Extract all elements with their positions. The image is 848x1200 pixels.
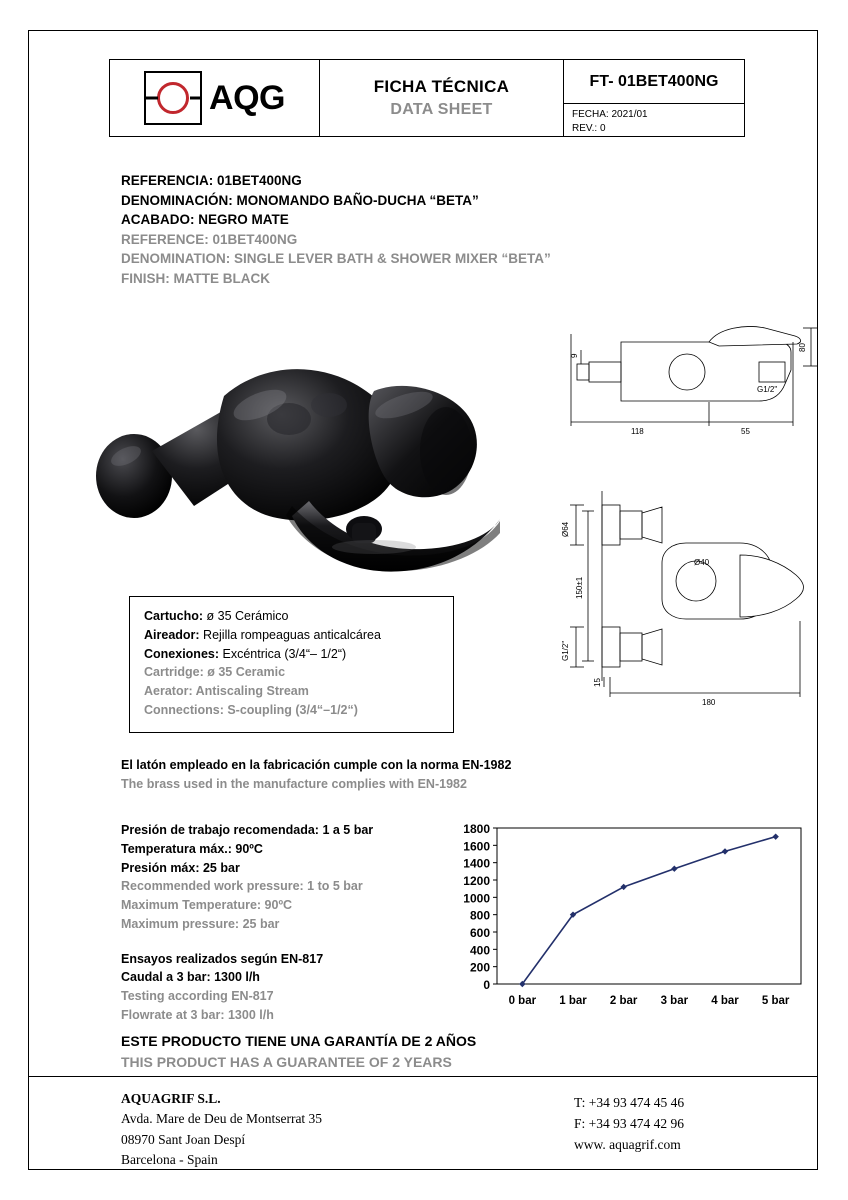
referencia-line: REFERENCIA: 01BET400NG	[121, 173, 302, 188]
spec-aerator	[144, 682, 441, 701]
datasheet-page	[28, 30, 818, 1170]
pressure-group-2	[121, 950, 441, 1025]
pressure-temp-es: Temperatura máx.: 90ºC	[121, 841, 263, 856]
title-es: FICHA TÉCNICA	[373, 77, 510, 96]
chart-xtick-label: 2 bar	[609, 995, 638, 1007]
spec-cartridge-value: ø 35 Ceramic	[203, 665, 286, 680]
logo-glyph-icon	[146, 73, 202, 123]
pressure-max-en: Maximum pressure: 25 bar	[121, 916, 280, 931]
denomination-line: DENOMINATION: SINGLE LEVER BATH & SHOWER MIXER “BETA”	[121, 251, 551, 267]
flowrate-chart	[449, 816, 809, 1036]
spec-conexiones-value: Excéntrica (3/4“– 1/2“)	[219, 646, 347, 661]
reference-line: REFERENCE: 01BET400NG	[121, 231, 298, 247]
guarantee-es: ESTE PRODUCTO TIENE UNA GARANTÍA DE 2 AÑOS	[121, 1033, 477, 1049]
spec-cartucho-label: Cartucho:	[144, 609, 204, 623]
dim-180-label: 180	[702, 698, 716, 707]
chart-xtick-label: 0 bar	[508, 995, 537, 1007]
technical-drawing-side	[544, 481, 829, 716]
chart-xtick-label: 1 bar	[559, 995, 587, 1007]
footer-address-1: Avda. Mare de Deu de Montserrat 35	[121, 1111, 323, 1127]
specifications-box	[129, 596, 454, 733]
dim-15-label: 15	[593, 678, 602, 687]
spec-cartucho-value: ø 35 Cerámico	[203, 609, 289, 623]
spec-cartucho	[144, 607, 441, 626]
dim-9-label: 9	[570, 353, 579, 358]
dim-118-label: 118	[631, 427, 644, 436]
norm-es: El latón empleado en la fabricación cumple con la norma EN-1982	[121, 758, 512, 772]
pressure-group-1	[121, 821, 441, 934]
chart-xtick-label: 5 bar	[761, 995, 790, 1007]
title-cell	[320, 60, 564, 136]
spec-connections-label: Connections:	[144, 702, 224, 717]
chart-ytick-label: 400	[469, 943, 490, 958]
testing-es: Ensayos realizados según EN-817	[121, 951, 324, 966]
brand-logo	[144, 71, 285, 125]
flowrate-chart-svg	[449, 816, 809, 1036]
chart-ytick-label: 1600	[463, 839, 490, 854]
footer-company: AQUAGRIF S.L.	[121, 1091, 221, 1106]
logo-text: AQG	[209, 78, 285, 117]
product-photo-image	[74, 301, 504, 591]
acabado-line: ACABADO: NEGRO MATE	[121, 212, 289, 228]
footer-web[interactable]: www. aquagrif.com	[574, 1136, 681, 1152]
chart-series-line	[522, 837, 775, 984]
spec-aireador-label: Aireador:	[144, 627, 200, 642]
footer-address-2: 08970 Sant Joan Despí	[121, 1131, 246, 1147]
dim-150-label: 150±1	[575, 576, 584, 599]
spec-aireador	[144, 626, 441, 645]
spec-conexiones-label: Conexiones:	[144, 646, 220, 661]
chart-ytick-label: 1800	[463, 822, 490, 836]
spec-conexiones	[144, 645, 441, 664]
guarantee-block	[121, 1031, 476, 1073]
thread-g12-side-label: G1/2"	[561, 640, 570, 661]
testing-en: Testing according EN-817	[121, 989, 274, 1003]
norm-en: The brass used in the manufacture complies with EN-1982	[121, 777, 467, 792]
chart-xtick-label: 4 bar	[711, 995, 739, 1007]
spec-aerator-value: Antiscaling Stream	[192, 684, 309, 698]
chart-xtick-label: 3 bar	[660, 995, 689, 1007]
document-meta	[564, 104, 744, 136]
chart-ytick-label: 1000	[463, 891, 490, 906]
spec-connections-value: S-coupling (3/4“–1/2“)	[223, 702, 358, 717]
footer-address	[121, 1089, 322, 1170]
chart-ytick-label: 800	[469, 908, 490, 923]
chart-data-point	[671, 866, 677, 872]
norm-block	[121, 756, 511, 795]
product-photo	[74, 301, 504, 591]
chart-ytick-label: 200	[469, 960, 490, 975]
spec-cartridge-label: Cartridge:	[144, 665, 204, 680]
pressure-work-en: Recommended work pressure: 1 to 5 bar	[121, 879, 363, 894]
footer-address-3: Barcelona - Spain	[121, 1151, 218, 1167]
spec-aireador-value: Rejilla rompeaguas anticalcárea	[199, 627, 381, 642]
finish-line: FINISH: MATTE BLACK	[121, 270, 270, 286]
reference-cell	[564, 60, 744, 136]
reference-block	[121, 171, 551, 288]
footer-fax: F: +34 93 474 42 96	[574, 1115, 684, 1131]
chart-ytick-label: 1200	[463, 874, 490, 888]
chart-ytick-label: 0	[483, 978, 490, 992]
dim-80-label: 80	[798, 343, 807, 352]
chart-data-point	[772, 833, 778, 839]
footer-phone: T: +34 93 474 45 46	[574, 1095, 685, 1110]
chart-ytick-label: 1400	[463, 856, 490, 871]
title-en: DATA SHEET	[390, 101, 493, 118]
chart-data-point	[722, 848, 728, 854]
spec-connections	[144, 701, 441, 720]
drawing-side-svg	[544, 481, 829, 716]
flowrate-es: Caudal a 3 bar: 1300 l/h	[121, 970, 260, 985]
guarantee-en: THIS PRODUCT HAS A GUARANTEE OF 2 YEARS	[121, 1054, 452, 1070]
document-revision: REV.: 0	[572, 122, 606, 134]
technical-drawing-front	[559, 306, 824, 476]
flowrate-en: Flowrate at 3 bar: 1300 l/h	[121, 1007, 274, 1022]
chart-data-point	[620, 884, 626, 890]
document-date: FECHA: 2021/01	[572, 109, 648, 120]
dim-64-label: Ø64	[561, 521, 570, 537]
pressure-temp-en: Maximum Temperature: 90ºC	[121, 898, 293, 912]
chart-ytick-label: 600	[469, 926, 490, 940]
drawing-front-svg	[559, 306, 824, 476]
pressure-work-es: Presión de trabajo recomendada: 1 a 5 bar	[121, 823, 374, 837]
dim-55-label: 55	[741, 427, 750, 436]
pressure-block	[121, 821, 441, 1041]
spec-cartridge	[144, 663, 441, 682]
logo-cell	[110, 60, 320, 136]
spec-aerator-label: Aerator:	[144, 684, 193, 698]
document-code: FT- 01BET400NG	[564, 60, 744, 104]
footer-divider	[29, 1076, 817, 1077]
dim-40-label: Ø40	[694, 558, 710, 567]
footer-contact	[574, 1093, 684, 1156]
header-table	[109, 59, 745, 137]
thread-g12-label: G1/2"	[757, 385, 778, 394]
denominacion-line: DENOMINACIÓN: MONOMANDO BAÑO-DUCHA “BETA”	[121, 192, 479, 208]
aqg-logo-icon	[144, 71, 202, 125]
pressure-max-es: Presión máx: 25 bar	[121, 860, 240, 875]
